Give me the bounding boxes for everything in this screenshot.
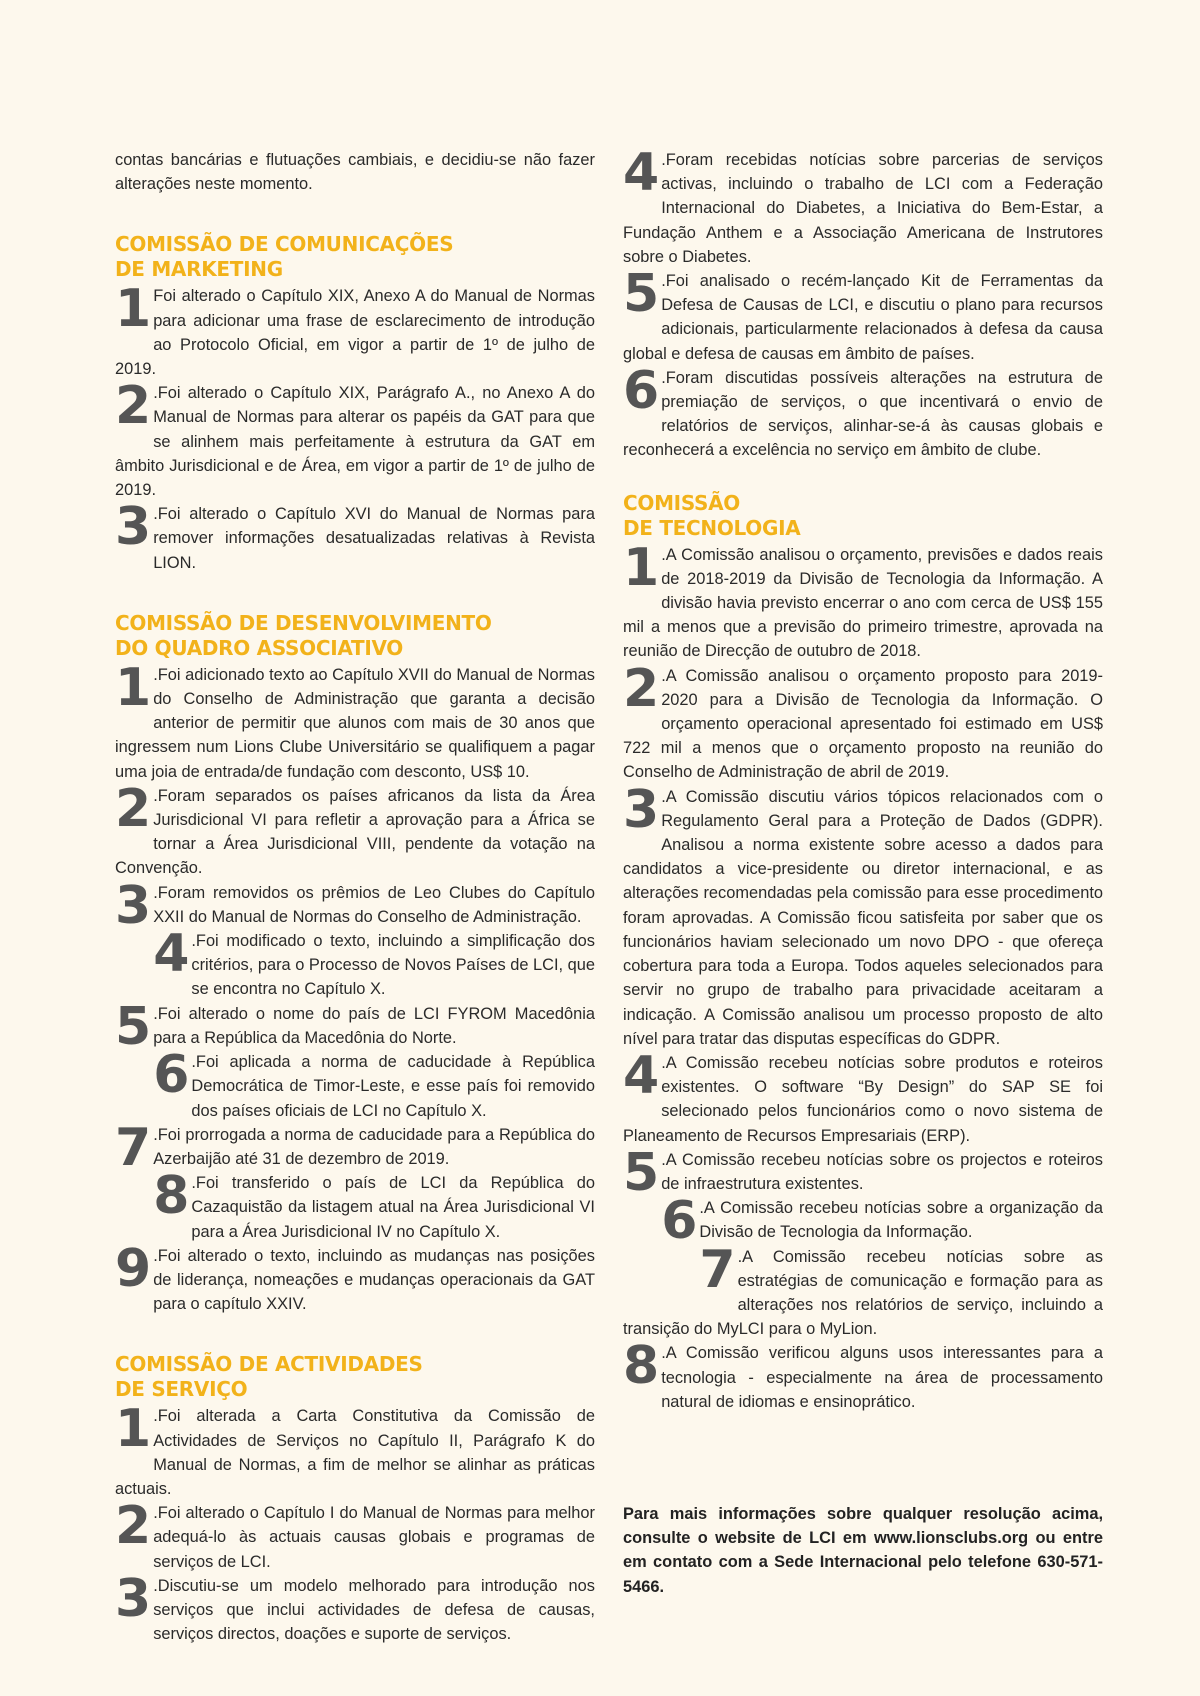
item-text: .Foi modificado o texto, incluindo a simplificação dos critérios, para o Processo de Novos Países de LCI, que se encontra no Capítulo X. [191,932,595,999]
section-heading-line: COMISSÃO DE COMUNICAÇÕES [115,232,454,257]
list-item [623,360,1103,463]
contact-note: Para mais informações sobre qualquer resolução acima, consulte o website de LCI em www.lionsclubs.org ou entre em contato com a Sede Internacional pelo telefone 630-571-5466. [623,1505,1103,1596]
section-heading-line: DE MARKETING [115,257,283,282]
item-number: 3 [115,497,152,558]
item-number: 3 [623,779,660,840]
list-item [623,1336,1103,1414]
item-text: .Foi analisado o recém-lançado Kit de Ferramentas da Defesa de Causas de LCI, e discutiu o plano para recursos adicionais, particularmente relacionados à defesa da causa global e defesa de causas em âmbito de países. [623,272,1103,363]
item-number: 2 [115,376,152,437]
item-number: 8 [623,1336,660,1397]
item-number: 8 [153,1166,190,1227]
left-column [115,148,595,1646]
list-item [115,1496,595,1574]
list-item [115,376,595,502]
item-text: .Foi alterado o Capítulo XVI do Manual de Normas para remover informações desatualizadas relativas à Revista LION. [153,505,595,572]
item-text: .Foi alterado o Capítulo I do Manual de Normas para melhor adequá-lo às actuais causas globais e programas de serviços de LCI. [153,1504,595,1571]
list-item [115,1238,595,1317]
list-item [623,1239,1103,1342]
item-number: 7 [699,1239,736,1300]
item-text: .A Comissão recebeu notícias sobre produtos e roteiros existentes. O software “By Design” do SAP SE foi selecionado pelos funcionários como o novo sistema de Planeamento de Recursos Empresariais (ERP). [623,1053,1103,1145]
item-number: 2 [115,778,152,839]
item-text: .A Comissão analisou o orçamento, previsões e dados reais de 2018-2019 da Divisão de Tecnologia da Informação. A divisão havia previsto encerrar o ano com cerca de US$ 155 mil a menos que a previsão do primeiro trimestre, aprovada na reunião de Direcção de outubro de 2018. [623,545,1103,661]
item-text: .A Comissão recebeu notícias sobre a organização da Divisão de Tecnologia da Informação. [699,1199,1103,1242]
list-item [115,657,595,784]
item-number: 1 [115,657,152,718]
list-item [115,778,595,881]
list-item [623,264,1103,366]
item-text: .Foram removidos os prêmios de Leo Clubes do Capítulo XXII do Manual de Normas do Conselho de Administração. [153,883,595,926]
item-number: 4 [153,924,190,985]
item-text: .Foram separados os países africanos da lista da Área Jurisdicional VI para refletir a aprovação para a África se tornar a Área Jurisdicional VIII, pendente da votação na Convenção. [115,786,595,878]
list-item [115,279,595,381]
list-item [115,1045,595,1123]
item-text: .Foram discutidas possíveis alterações na estrutura de premiação de serviços, o que incentivará o envio de relatórios de serviços, alinhar-se-á às causas globais e reconhecerá a excelência no serviço em âmbito de clube. [623,368,1103,460]
item-number: 4 [623,143,660,203]
item-text: .Discutiu-se um modelo melhorado para introdução nos serviços que inclui actividades de defesa de causas, serviços directos, doações e suporte de serviços. [153,1576,595,1644]
list-item [115,1117,595,1178]
list-item [115,1399,595,1501]
list-item [623,1191,1103,1252]
item-text: .Foi adicionado texto ao Capítulo XVII do Manual de Normas do Conselho de Administração que garanta a decisão anterior de permitir que alunos com mais de 30 anos que ingressem num Lions Clube Universitário se qualifiquem a pagar uma joia de entrada/de fundação com desconto, US$ 10. [115,665,595,781]
right-column [623,143,1103,1414]
item-number: 5 [623,264,660,325]
section-heading-line: COMISSÃO [623,490,741,515]
item-number: 3 [115,875,152,936]
list-item [115,497,595,575]
section-heading-line: COMISSÃO DE DESENVOLVIMENTO [115,610,492,635]
item-number: 7 [115,1117,152,1178]
item-number: 4 [623,1045,660,1106]
list-item [115,924,595,1002]
list-item [115,1568,595,1647]
item-text: .A Comissão verificou alguns usos interessantes para a tecnologia - especialmente na área de processamento natural de idiomas e ensinoprático. [661,1344,1103,1411]
item-number: 3 [115,1568,152,1629]
item-text: .A Comissão recebeu notícias sobre os projectos e roteiros de infraestrutura existentes. [661,1150,1103,1193]
item-text: .A Comissão discutiu vários tópicos relacionados com o Regulamento Geral para a Proteção de Dados (GDPR). Analisou a norma existente sobre acesso a dados para candidatos a vice-presidente ou diretor internacional, e as alterações recomendadas pela comissão para esse procedimento foram aprovadas. A Comissão ficou satisfeita por saber que os funcionários haviam selecionado um novo DPO - que ofereça cobertura para toda a Europa. Todos aqueles selecionados para servir no grupo de trabalho para privacidade aceitaram a indicação. A Comissão analisou um processo proposto de alto nível para tratar das disputas específicas do GDPR. [623,787,1103,1048]
item-number: 2 [115,1496,152,1557]
section-heading-line: DO QUADRO ASSOCIATIVO [115,635,403,660]
list-item [115,875,595,936]
section-heading-marketing [115,232,595,282]
list-item [115,996,595,1057]
item-text: .A Comissão recebeu notícias sobre as estratégias de comunicação e formação para as alterações nos relatórios de serviço, incluindo a transição do MyLCI para o MyLion. [623,1247,1103,1339]
intro-paragraph: contas bancárias e flutuações cambiais, e decidiu-se não fazer alterações neste momento. [115,151,595,194]
item-number: 6 [153,1045,190,1106]
list-item [623,779,1103,1051]
list-item [623,1142,1103,1203]
section-heading-technology [623,491,1103,541]
section-heading-line: DE SERVIÇO [115,1377,248,1402]
item-number: 1 [115,279,152,340]
item-text: .Foi alterado o nome do país de LCI FYROM Macedônia para a República da Macedônia do Norte. [153,1004,595,1047]
item-number: 2 [623,658,660,719]
item-number: 1 [623,537,660,598]
item-number: 9 [115,1238,152,1299]
item-text: .Foi alterado o Capítulo XIX, Parágrafo A., no Anexo A do Manual de Normas para alterar os papéis da GAT para que se alinhem mais perfeitamente à estrutura da GAT em âmbito Jurisdicional e de Área, em vigor a partir de 1º de julho de 2019. [115,384,595,500]
item-text: .Foi transferido o país de LCI da República do Cazaquistão da listagem atual na Área Jurisdicional VI para a Área Jurisdicional IV no Capítulo X. [191,1174,595,1241]
item-text: .Foi aplicada a norma de caducidade à República Democrática de Timor-Leste, e esse país foi removido dos países oficiais de LCI no Capítulo X. [191,1053,595,1120]
item-number: 6 [661,1191,698,1252]
item-text: .Foi prorrogada a norma de caducidade para a República do Azerbaijão até 31 de dezembro de 2019. [153,1125,595,1168]
item-text: .Foi alterado o texto, incluindo as mudanças nas posições de liderança, nomeações e mudanças operacionais da GAT para o capítulo XXIV. [153,1246,595,1314]
section-heading-service [115,1352,595,1402]
list-item [115,1166,595,1244]
item-number: 6 [623,360,660,421]
section-heading-membership [115,611,595,661]
section-heading-line: DE TECNOLOGIA [623,515,801,540]
item-text: .A Comissão analisou o orçamento proposto para 2019-2020 para a Divisão de Tecnologia da Informação. O orçamento operacional apresentado foi estimado em US$ 722 mil a menos que o orçamento proposto na reunião do Conselho de Administração de abril de 2019. [623,666,1103,782]
list-item [623,537,1103,664]
item-number: 5 [623,1142,660,1203]
list-item [623,658,1103,785]
item-number: 1 [115,1399,152,1460]
item-text: .Foi alterada a Carta Constitutiva da Comissão de Actividades de Serviços no Capítulo II, Parágrafo K do Manual de Normas, a fim de melhor se alinhar as práticas actuais. [115,1407,595,1498]
item-text: .Foram recebidas notícias sobre parcerias de serviços activas, incluindo o trabalho de LCI com a Federação Internacional do Diabetes, a Iniciativa do Bem-Estar, a Fundação Anthem e a Associação Americana de Instrutores sobre o Diabetes. [623,151,1103,266]
list-item [623,1045,1103,1148]
list-item [623,143,1103,269]
section-heading-line: COMISSÃO DE ACTIVIDADES [115,1352,423,1377]
item-text: Foi alterado o Capítulo XIX, Anexo A do Manual de Normas para adicionar uma frase de esclarecimento de introdução ao Protocolo Oficial, em vigor a partir de 1º de julho de 2019. [115,287,595,379]
item-number: 5 [115,996,152,1057]
